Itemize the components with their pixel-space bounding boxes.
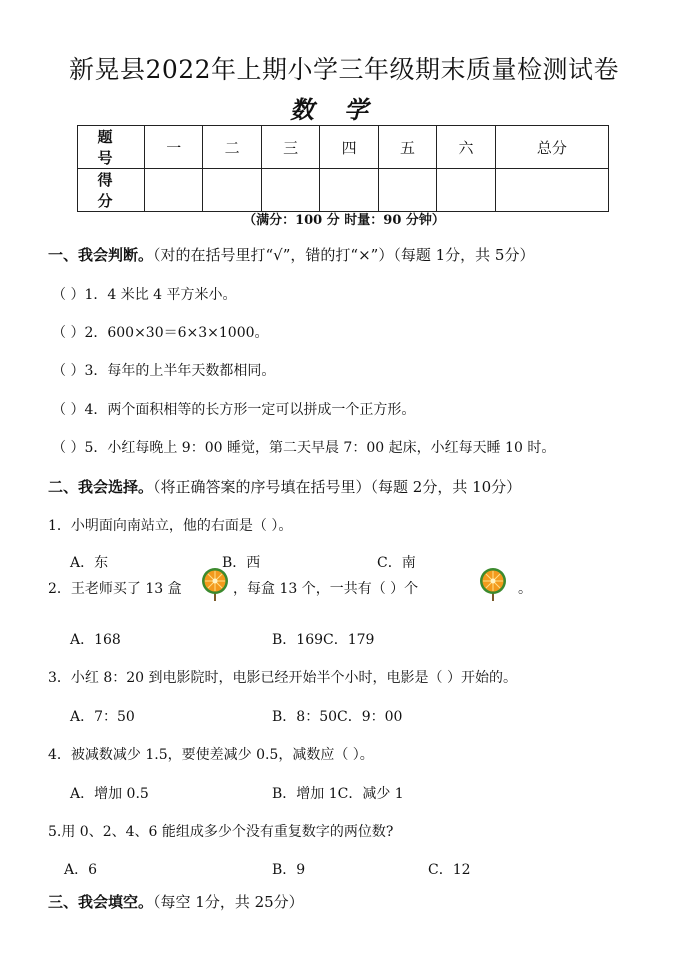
option: C．南 [377,555,416,571]
option: A．7：50 [70,709,135,725]
score-entry-cell[interactable] [203,169,261,212]
section1-heading: 一、我会判断。 [48,246,154,264]
option: B．9 [272,862,306,878]
page-title: 新晃县2022年上期小学三年级期末质量检测试卷 [68,55,620,84]
judge-item: （ ）4．两个面积相等的长方形一定可以拼成一个正方形。 [52,402,416,418]
score-table-cell: 六 [437,126,495,169]
score-table-score-row [78,169,609,212]
score-entry-cell[interactable] [495,169,608,212]
option: B．增加 1C．减少 1 [272,786,404,802]
score-entry-cell[interactable] [261,169,319,212]
score-table-cell: 题 号 [78,126,145,169]
question-5: 5.用 0、2、4、6 能组成多少个没有重复数字的两位数? [48,824,394,840]
score-table-cell: 四 [320,126,378,169]
option: B．西 [222,555,261,571]
score-entry-cell[interactable] [378,169,436,212]
exam-meta: （满分：100 分 时量：90 分钟） [243,213,445,228]
subject-title: 数学 [290,95,398,124]
score-table-cell: 五 [378,126,436,169]
judge-item: （ ）3．每年的上半年天数都相同。 [52,363,276,379]
section2-note: （将正确答案的序号填在括号里）（每题 2分，共 10分） [153,478,522,496]
section1-header [48,244,534,265]
section3-header [48,891,304,912]
question-2-part3: 。 [518,581,532,597]
section3-heading: 三、我会填空。 [48,893,154,911]
score-entry-cell[interactable] [437,169,495,212]
question-3: 3．小红 8：20 到电影院时，电影已经开始半个小时，电影是（ ）开始的。 [48,670,517,686]
question-2-part1: 2．王老师买了 13 盒 [48,581,182,597]
score-entry-cell[interactable] [320,169,378,212]
score-table [77,125,609,212]
section2-header [48,476,521,497]
judge-item: （ ）1．4 米比 4 平方米小。 [52,287,237,303]
option: B．8：50C．9：00 [272,709,403,725]
score-entry-cell[interactable] [145,169,203,212]
option: A．168 [70,632,121,648]
score-table-cell: 得 分 [78,169,145,212]
judge-item: （ ）2．600×30＝6×3×1000。 [52,325,269,341]
orange-slice-icon [200,567,230,601]
question-4: 4．被减数减少 1.5，要使差减少 0.5，减数应（ ）。 [48,747,374,763]
score-table-cell: 二 [203,126,261,169]
option: A．6 [64,862,98,878]
question-2-part2: ，每盒 13 个，一共有（ ）个 [233,581,419,597]
option: C．12 [428,862,471,878]
question-1: 1．小明面向南站立，他的右面是（ ）。 [48,518,293,534]
score-table-cell: 一 [145,126,203,169]
score-table-header-row [78,126,609,169]
option: A．东 [70,555,109,571]
judge-item: （ ）5．小红每晚上 9：00 睡觉，第二天早晨 7：00 起床，小红每天睡 10 时。 [52,440,556,456]
option: B．169C．179 [272,632,375,648]
option: A．增加 0.5 [70,786,149,802]
orange-slice-icon [478,567,508,601]
section1-note: （对的在括号里打“√”，错的打“×”）（每题 1分，共 5分） [153,246,535,264]
score-table-cell: 总分 [495,126,608,169]
section2-heading: 二、我会选择。 [48,478,154,496]
score-table-cell: 三 [261,126,319,169]
section3-note: （每空 1分，共 25分） [153,893,304,911]
